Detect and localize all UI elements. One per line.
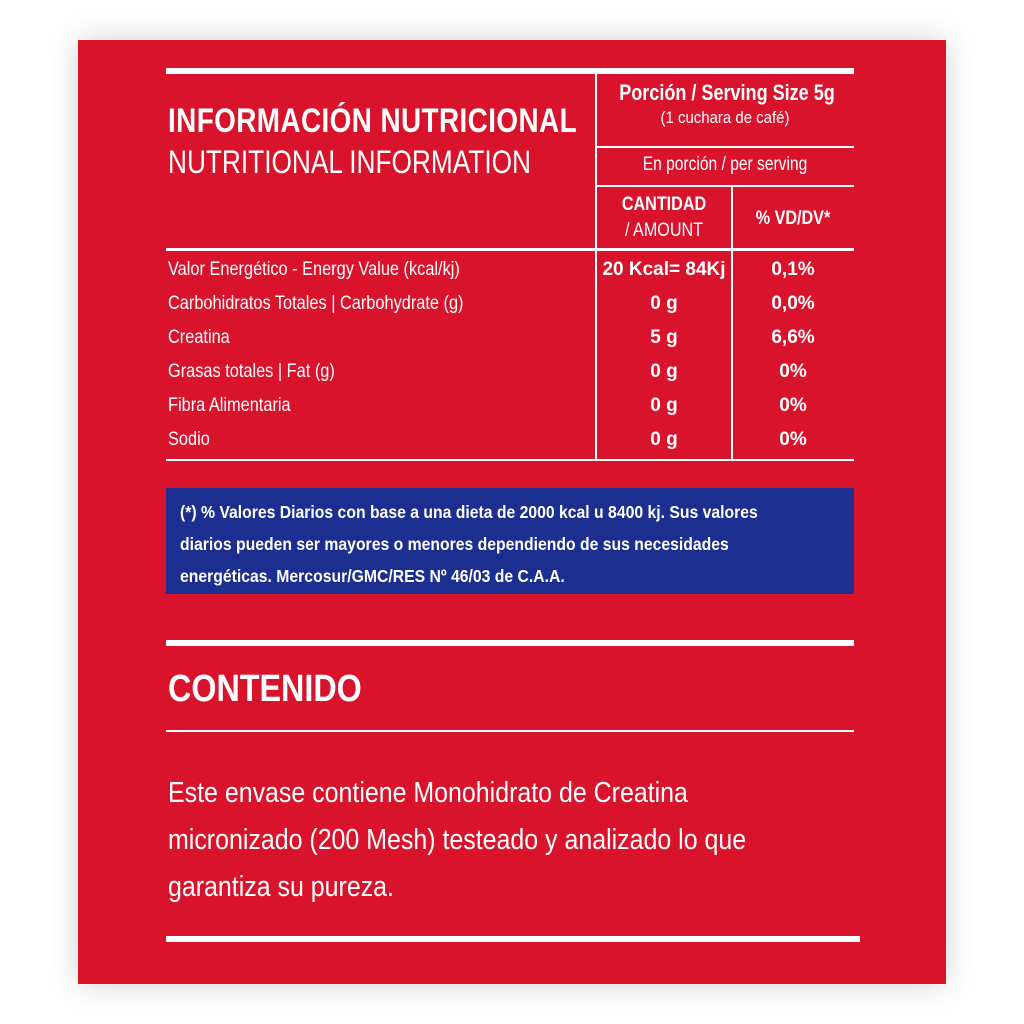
- title-english: NUTRITIONAL INFORMATION: [168, 144, 531, 180]
- contenido-heading: CONTENIDO: [168, 668, 362, 710]
- description-line2: micronizado (200 Mesh) testeado y analizado lo que: [168, 824, 747, 856]
- row-label-sodium: Sodio: [168, 429, 210, 450]
- daily-values-footnote: [166, 488, 854, 594]
- row-dv-energy: 0,1%: [771, 259, 815, 280]
- row-amount-sodium: 0 g: [650, 429, 678, 450]
- amount-header-line2: / AMOUNT: [624, 220, 704, 241]
- footnote-line2: diarios pueden ser mayores o menores dependiendo de sus necesidades: [180, 534, 729, 554]
- column-header-rule: [166, 248, 854, 251]
- description-line1: Este envase contiene Monohidrato de Creatina: [168, 777, 688, 809]
- table-bottom-rule: [166, 459, 854, 461]
- row-dv-creatine: 6,6%: [771, 327, 815, 348]
- row-label-fiber: Fibra Alimentaria: [168, 395, 291, 416]
- row-dv-fat: 0%: [779, 361, 807, 382]
- footnote-line1: (*) % Valores Diarios con base a una dieta de 2000 kcal u 8400 kj. Sus valores: [180, 502, 758, 522]
- row-dv-carbohydrate: 0,0%: [771, 293, 815, 314]
- serving-size-cell: [596, 80, 854, 128]
- serving-size: Porción / Serving Size 5g: [619, 80, 835, 105]
- row-amount-fiber: 0 g: [650, 395, 678, 416]
- contenido-top-rule: [166, 640, 854, 646]
- top-rule: [166, 68, 854, 74]
- amount-header-line1: CANTIDAD: [621, 194, 707, 215]
- row-amount-creatine: 5 g: [650, 327, 678, 348]
- per-serving-rule: [596, 185, 854, 187]
- row-label-energy: Valor Energético - Energy Value (kcal/kj): [168, 259, 460, 280]
- row-dv-fiber: 0%: [779, 395, 807, 416]
- row-amount-fat: 0 g: [650, 361, 678, 382]
- dv-header: % VD/DV*: [755, 208, 831, 229]
- row-label-fat: Grasas totales | Fat (g): [168, 361, 335, 382]
- contenido-description: [168, 770, 840, 911]
- bottom-rule: [166, 936, 860, 942]
- serving-measure: (1 cuchara de café): [660, 108, 790, 127]
- row-dv-sodium: 0%: [779, 429, 807, 450]
- row-amount-energy: 20 Kcal= 84Kj: [602, 259, 726, 280]
- nutrition-panel: [78, 40, 946, 984]
- serving-rule: [596, 146, 854, 148]
- row-label-creatine: Creatina: [168, 327, 230, 348]
- amount-header-cell: [596, 194, 732, 242]
- per-serving-label: En porción / per serving: [642, 154, 808, 175]
- row-amount-carbohydrate: 0 g: [650, 293, 678, 314]
- footnote-line3: energéticas. Mercosur/GMC/RES Nº 46/03 de C.A.A.: [180, 566, 565, 586]
- row-label-carbohydrate: Carbohidratos Totales | Carbohydrate (g): [168, 293, 464, 314]
- per-serving-cell: [596, 154, 854, 176]
- title-spanish: INFORMACIÓN NUTRICIONAL: [168, 102, 578, 140]
- description-line3: garantiza su pureza.: [168, 871, 394, 903]
- contenido-divider: [166, 730, 854, 732]
- dv-header-cell: [732, 208, 854, 230]
